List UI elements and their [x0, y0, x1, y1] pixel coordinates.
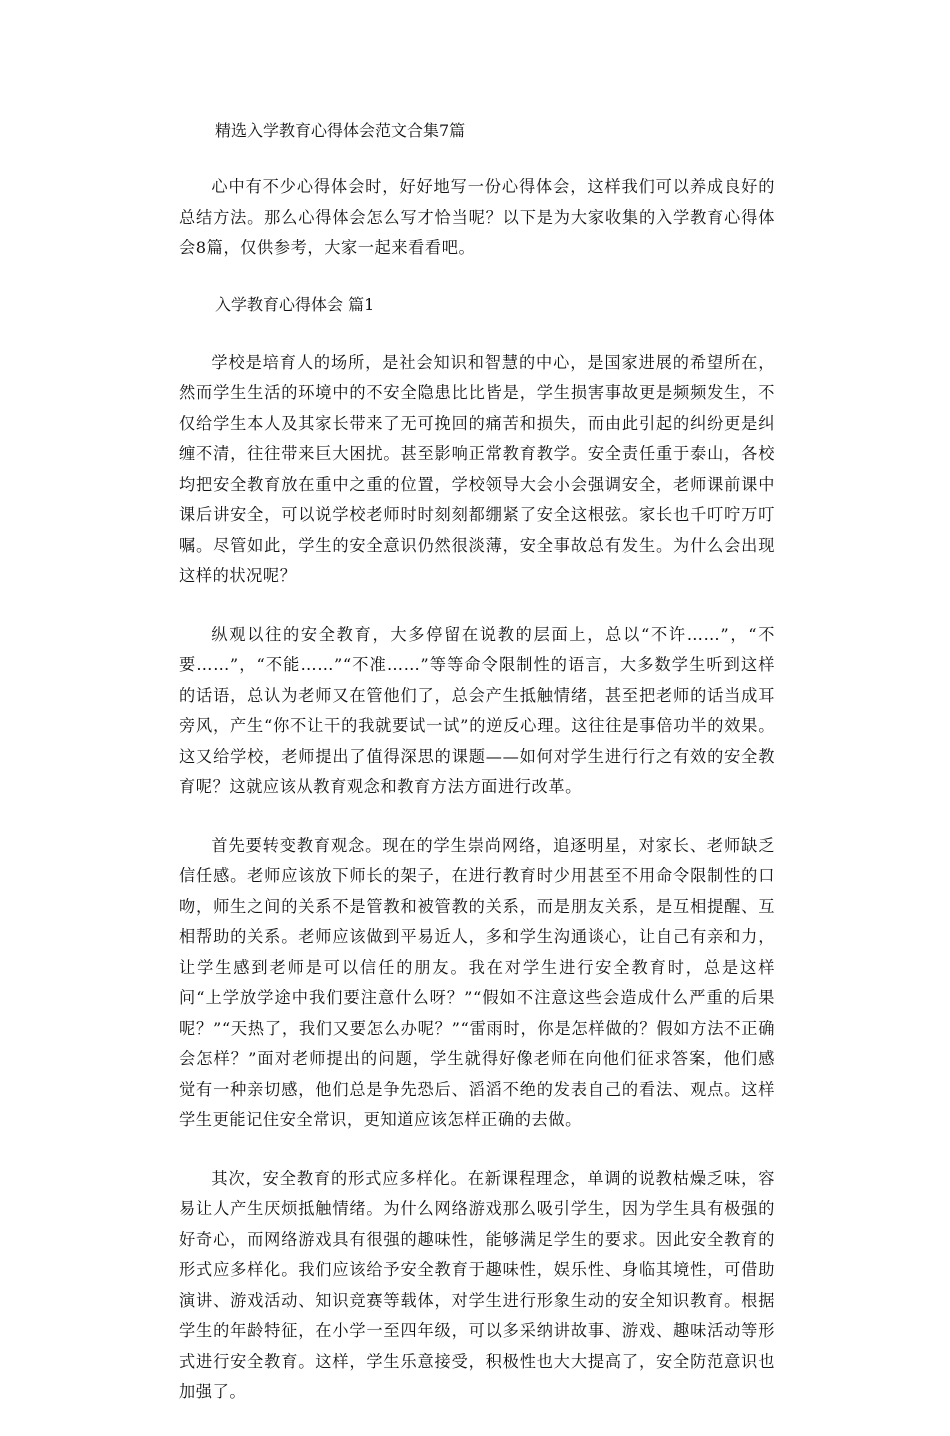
section-heading: 入学教育心得体会 篇1 [215, 294, 375, 314]
document-title: 精选入学教育心得体会范文合集7篇 [215, 121, 466, 140]
body-paragraph-1: 学校是培育人的场所，是社会知识和智慧的中心，是国家进展的希望所在，然而学生生活的环境中的不安全隐患比比皆是，学生损害事故更是频频发生，不仅给学生本人及其家长带来了无可挽回的痛苦和损失，而由此引起的纠纷更是纠缠不清，往往带来巨大困扰。甚至影响正常教育教学。安全责任重于泰山，各校均把安全教育放在重中之重的位置，学校领导大会小会强调安全，老师课前课中课后讲安全，可以说学校老师时时刻刻都绷紧了安全这根弦。家长也千叮咛万叮嘱。尽管如此，学生的安全意识仍然很淡薄，安全事故总有发生。为什么会出现这样的状况呢？ [179, 352, 775, 585]
intro-paragraph: 心中有不少心得体会时，好好地写一份心得体会，这样我们可以养成良好的总结方法。那么心得体会怎么写才恰当呢？以下是为大家收集的入学教育心得体会8篇，仅供参考，大家一起来看看吧。 [179, 177, 775, 257]
body-paragraph-2: 纵观以往的安全教育，大多停留在说教的层面上，总以“不许……”，“不要……”，“不能……”“不准……”等等命令限制性的语言，大多数学生听到这样的话语，总认为老师又在管他们了，总会产生抵触情绪，甚至把老师的话当成耳旁风，产生“你不让干的我就要试一试”的逆反心理。这往往是事倍功半的效果。这又给学校，老师提出了值得深思的课题——如何对学生进行行之有效的安全教育呢？这就应该从教育观念和教育方法方面进行改革。 [179, 624, 775, 796]
body-paragraph-3: 首先要转变教育观念。现在的学生崇尚网络，追逐明星，对家长、老师缺乏信任感。老师应该放下师长的架子，在进行教育时少用甚至不用命令限制性的口吻，师生之间的关系不是管教和被管教的关系，而是朋友关系，是互相提醒、互相帮助的关系。老师应该做到平易近人，多和学生沟通谈心，让自己有亲和力，让学生感到老师是可以信任的朋友。我在对学生进行安全教育时，总是这样问“上学放学途中我们要注意什么呀？”“假如不注意这些会造成什么严重的后果呢？”“天热了，我们又要怎么办呢？”“雷雨时，你是怎样做的？假如方法不正确会怎样？”面对老师提出的问题，学生就得好像老师在向他们征求答案，他们感觉有一种亲切感，他们总是争先恐后、滔滔不绝的发表自己的看法、观点。这样学生更能记住安全常识，更知道应该怎样正确的去做。 [179, 835, 775, 1129]
body-paragraph-4: 其次，安全教育的形式应多样化。在新课程理念，单调的说教枯燥乏味，容易让人产生厌烦抵触情绪。为什么网络游戏那么吸引学生，因为学生具有极强的好奇心，而网络游戏具有很强的趣味性，能够满足学生的要求。因此安全教育的形式应多样化。我们应该给予安全教育于趣味性，娱乐性、身临其境性，可借助演讲、游戏活动、知识竞赛等载体，对学生进行形象生动的安全知识教育。根据学生的年龄特征，在小学一至四年级，可以多采纳讲故事、游戏、趣味活动等形式进行安全教育。这样，学生乐意接受，积极性也大大提高了，安全防范意识也加强了。 [179, 1168, 775, 1401]
document-body [179, 118, 775, 1436]
